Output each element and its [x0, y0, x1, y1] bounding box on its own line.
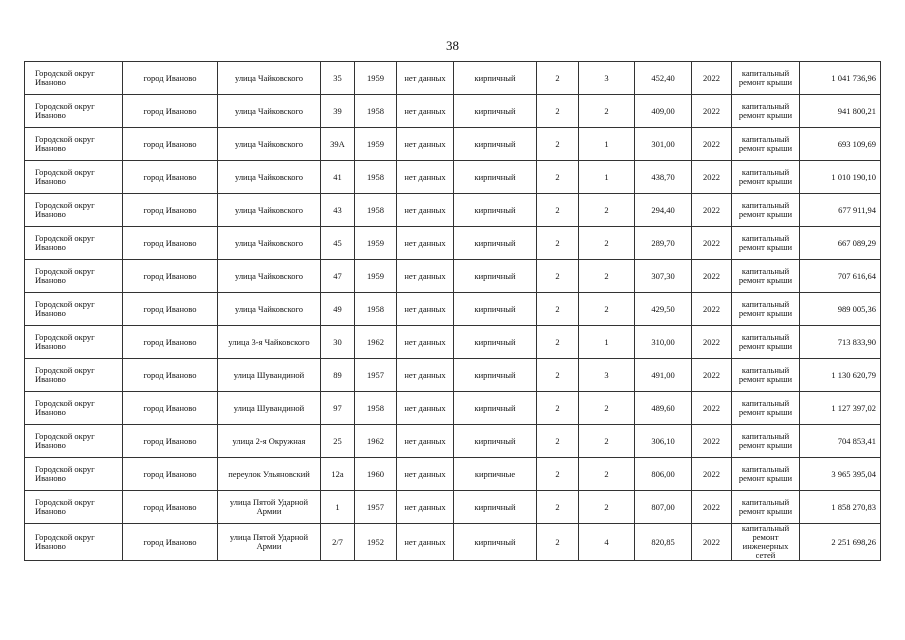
area-cell: 820,85: [635, 524, 692, 561]
wall-material-cell: кирпичный: [454, 62, 537, 95]
work-type-cell: капитальный ремонт крыши: [732, 260, 800, 293]
settlement-cell: город Иваново: [123, 194, 218, 227]
plan-year-cell: 2022: [692, 194, 732, 227]
wall-material-cell: кирпичный: [454, 425, 537, 458]
settlement-cell: город Иваново: [123, 491, 218, 524]
settlement-cell: город Иваново: [123, 227, 218, 260]
house-number-cell: 25: [321, 425, 355, 458]
floors-cell: 2: [537, 425, 579, 458]
area-cell: 301,00: [635, 128, 692, 161]
table-row: [25, 161, 881, 194]
work-type-cell: капитальный ремонт крыши: [732, 95, 800, 128]
work-type-cell: капитальный ремонт инженерных сетей: [732, 524, 800, 561]
plan-year-cell: 2022: [692, 128, 732, 161]
wall-material-cell: кирпичный: [454, 95, 537, 128]
work-type-cell: капитальный ремонт крыши: [732, 128, 800, 161]
house-number-cell: 39А: [321, 128, 355, 161]
data-cell: нет данных: [397, 128, 454, 161]
data-cell: нет данных: [397, 425, 454, 458]
year-built-cell: 1962: [355, 326, 397, 359]
floors-cell: 2: [537, 227, 579, 260]
entrances-cell: 4: [579, 524, 635, 561]
entrances-cell: 3: [579, 62, 635, 95]
entrances-cell: 2: [579, 227, 635, 260]
table-row: [25, 260, 881, 293]
area-cell: 452,40: [635, 62, 692, 95]
cost-cell: 1 858 270,83: [800, 491, 881, 524]
area-cell: 807,00: [635, 491, 692, 524]
plan-year-cell: 2022: [692, 359, 732, 392]
plan-year-cell: 2022: [692, 326, 732, 359]
table-row: [25, 491, 881, 524]
wall-material-cell: кирпичный: [454, 227, 537, 260]
floors-cell: 2: [537, 260, 579, 293]
floors-cell: 2: [537, 491, 579, 524]
municipality-cell: Городской округ Иваново: [25, 95, 123, 128]
data-cell: нет данных: [397, 491, 454, 524]
work-type-cell: капитальный ремонт крыши: [732, 392, 800, 425]
plan-year-cell: 2022: [692, 260, 732, 293]
settlement-cell: город Иваново: [123, 293, 218, 326]
settlement-cell: город Иваново: [123, 524, 218, 561]
area-cell: 409,00: [635, 95, 692, 128]
floors-cell: 2: [537, 326, 579, 359]
cost-cell: 1 010 190,10: [800, 161, 881, 194]
cost-cell: 941 800,21: [800, 95, 881, 128]
table-row: [25, 425, 881, 458]
cost-cell: 2 251 698,26: [800, 524, 881, 561]
municipality-cell: Городской округ Иваново: [25, 359, 123, 392]
work-type-cell: капитальный ремонт крыши: [732, 293, 800, 326]
wall-material-cell: кирпичный: [454, 359, 537, 392]
area-cell: 806,00: [635, 458, 692, 491]
municipality-cell: Городской округ Иваново: [25, 128, 123, 161]
year-built-cell: 1957: [355, 359, 397, 392]
page-number: 38: [446, 38, 459, 53]
plan-year-cell: 2022: [692, 524, 732, 561]
year-built-cell: 1959: [355, 227, 397, 260]
street-cell: улица Чайковского: [218, 62, 321, 95]
settlement-cell: город Иваново: [123, 359, 218, 392]
table-row: [25, 359, 881, 392]
settlement-cell: город Иваново: [123, 260, 218, 293]
settlement-cell: город Иваново: [123, 95, 218, 128]
floors-cell: 2: [537, 95, 579, 128]
data-cell: нет данных: [397, 458, 454, 491]
floors-cell: 2: [537, 359, 579, 392]
table-row: [25, 227, 881, 260]
street-cell: улица Чайковского: [218, 161, 321, 194]
municipality-cell: Городской округ Иваново: [25, 392, 123, 425]
work-type-cell: капитальный ремонт крыши: [732, 161, 800, 194]
housing-repair-table: [24, 61, 881, 561]
wall-material-cell: кирпичный: [454, 128, 537, 161]
floors-cell: 2: [537, 128, 579, 161]
plan-year-cell: 2022: [692, 62, 732, 95]
area-cell: 489,60: [635, 392, 692, 425]
year-built-cell: 1957: [355, 491, 397, 524]
table-row: [25, 62, 881, 95]
year-built-cell: 1958: [355, 392, 397, 425]
cost-cell: 693 109,69: [800, 128, 881, 161]
year-built-cell: 1952: [355, 524, 397, 561]
plan-year-cell: 2022: [692, 95, 732, 128]
entrances-cell: 2: [579, 425, 635, 458]
cost-cell: 677 911,94: [800, 194, 881, 227]
plan-year-cell: 2022: [692, 227, 732, 260]
year-built-cell: 1959: [355, 128, 397, 161]
house-number-cell: 39: [321, 95, 355, 128]
street-cell: улица Пятой Ударной Армии: [218, 491, 321, 524]
entrances-cell: 2: [579, 491, 635, 524]
street-cell: улица Чайковского: [218, 227, 321, 260]
house-number-cell: 2/7: [321, 524, 355, 561]
entrances-cell: 2: [579, 392, 635, 425]
work-type-cell: капитальный ремонт крыши: [732, 359, 800, 392]
wall-material-cell: кирпичный: [454, 293, 537, 326]
plan-year-cell: 2022: [692, 293, 732, 326]
floors-cell: 2: [537, 392, 579, 425]
entrances-cell: 1: [579, 161, 635, 194]
house-number-cell: 1: [321, 491, 355, 524]
area-cell: 438,70: [635, 161, 692, 194]
data-cell: нет данных: [397, 293, 454, 326]
plan-year-cell: 2022: [692, 161, 732, 194]
table-row: [25, 392, 881, 425]
house-number-cell: 41: [321, 161, 355, 194]
year-built-cell: 1958: [355, 161, 397, 194]
table-body: [25, 62, 881, 561]
house-number-cell: 30: [321, 326, 355, 359]
house-number-cell: 35: [321, 62, 355, 95]
entrances-cell: 2: [579, 95, 635, 128]
house-number-cell: 43: [321, 194, 355, 227]
work-type-cell: капитальный ремонт крыши: [732, 491, 800, 524]
data-cell: нет данных: [397, 359, 454, 392]
settlement-cell: город Иваново: [123, 326, 218, 359]
cost-cell: 989 005,36: [800, 293, 881, 326]
floors-cell: 2: [537, 524, 579, 561]
data-cell: нет данных: [397, 326, 454, 359]
wall-material-cell: кирпичный: [454, 491, 537, 524]
street-cell: улица Шувандиной: [218, 392, 321, 425]
municipality-cell: Городской округ Иваново: [25, 194, 123, 227]
house-number-cell: 97: [321, 392, 355, 425]
wall-material-cell: кирпичный: [454, 326, 537, 359]
area-cell: 294,40: [635, 194, 692, 227]
municipality-cell: Городской округ Иваново: [25, 227, 123, 260]
data-cell: нет данных: [397, 227, 454, 260]
floors-cell: 2: [537, 161, 579, 194]
settlement-cell: город Иваново: [123, 128, 218, 161]
wall-material-cell: кирпичный: [454, 392, 537, 425]
house-number-cell: 45: [321, 227, 355, 260]
street-cell: улица Чайковского: [218, 194, 321, 227]
table-row: [25, 458, 881, 491]
municipality-cell: Городской округ Иваново: [25, 260, 123, 293]
house-number-cell: 49: [321, 293, 355, 326]
entrances-cell: 2: [579, 260, 635, 293]
year-built-cell: 1958: [355, 194, 397, 227]
wall-material-cell: кирпичные: [454, 458, 537, 491]
work-type-cell: капитальный ремонт крыши: [732, 194, 800, 227]
municipality-cell: Городской округ Иваново: [25, 458, 123, 491]
table-row: [25, 524, 881, 561]
work-type-cell: капитальный ремонт крыши: [732, 425, 800, 458]
municipality-cell: Городской округ Иваново: [25, 62, 123, 95]
municipality-cell: Городской округ Иваново: [25, 491, 123, 524]
table-row: [25, 326, 881, 359]
house-number-cell: 47: [321, 260, 355, 293]
settlement-cell: город Иваново: [123, 458, 218, 491]
cost-cell: 1 127 397,02: [800, 392, 881, 425]
floors-cell: 2: [537, 293, 579, 326]
table-row: [25, 128, 881, 161]
street-cell: улица 3-я Чайковского: [218, 326, 321, 359]
wall-material-cell: кирпичный: [454, 524, 537, 561]
work-type-cell: капитальный ремонт крыши: [732, 62, 800, 95]
year-built-cell: 1959: [355, 62, 397, 95]
cost-cell: 3 965 395,04: [800, 458, 881, 491]
cost-cell: 713 833,90: [800, 326, 881, 359]
street-cell: улица Шувандиной: [218, 359, 321, 392]
street-cell: улица Чайковского: [218, 128, 321, 161]
data-cell: нет данных: [397, 260, 454, 293]
year-built-cell: 1958: [355, 293, 397, 326]
settlement-cell: город Иваново: [123, 161, 218, 194]
work-type-cell: капитальный ремонт крыши: [732, 458, 800, 491]
street-cell: улица Пятой Ударной Армии: [218, 524, 321, 561]
area-cell: 429,50: [635, 293, 692, 326]
street-cell: улица Чайковского: [218, 260, 321, 293]
wall-material-cell: кирпичный: [454, 260, 537, 293]
street-cell: улица Чайковского: [218, 95, 321, 128]
floors-cell: 2: [537, 458, 579, 491]
municipality-cell: Городской округ Иваново: [25, 326, 123, 359]
municipality-cell: Городской округ Иваново: [25, 293, 123, 326]
area-cell: 307,30: [635, 260, 692, 293]
entrances-cell: 3: [579, 359, 635, 392]
data-cell: нет данных: [397, 161, 454, 194]
cost-cell: 667 089,29: [800, 227, 881, 260]
wall-material-cell: кирпичный: [454, 194, 537, 227]
data-cell: нет данных: [397, 95, 454, 128]
floors-cell: 2: [537, 62, 579, 95]
street-cell: улица Чайковского: [218, 293, 321, 326]
year-built-cell: 1960: [355, 458, 397, 491]
plan-year-cell: 2022: [692, 425, 732, 458]
year-built-cell: 1962: [355, 425, 397, 458]
table-row: [25, 95, 881, 128]
cost-cell: 707 616,64: [800, 260, 881, 293]
cost-cell: 1 130 620,79: [800, 359, 881, 392]
street-cell: переулок Ульяновский: [218, 458, 321, 491]
municipality-cell: Городской округ Иваново: [25, 524, 123, 561]
wall-material-cell: кирпичный: [454, 161, 537, 194]
plan-year-cell: 2022: [692, 392, 732, 425]
municipality-cell: Городской округ Иваново: [25, 425, 123, 458]
entrances-cell: 1: [579, 326, 635, 359]
data-cell: нет данных: [397, 392, 454, 425]
table-row: [25, 194, 881, 227]
entrances-cell: 2: [579, 293, 635, 326]
settlement-cell: город Иваново: [123, 392, 218, 425]
data-cell: нет данных: [397, 524, 454, 561]
settlement-cell: город Иваново: [123, 425, 218, 458]
data-cell: нет данных: [397, 62, 454, 95]
cost-cell: 704 853,41: [800, 425, 881, 458]
house-number-cell: 89: [321, 359, 355, 392]
cost-cell: 1 041 736,96: [800, 62, 881, 95]
entrances-cell: 1: [579, 128, 635, 161]
work-type-cell: капитальный ремонт крыши: [732, 227, 800, 260]
year-built-cell: 1958: [355, 95, 397, 128]
street-cell: улица 2-я Окружная: [218, 425, 321, 458]
plan-year-cell: 2022: [692, 491, 732, 524]
settlement-cell: город Иваново: [123, 62, 218, 95]
entrances-cell: 2: [579, 194, 635, 227]
entrances-cell: 2: [579, 458, 635, 491]
municipality-cell: Городской округ Иваново: [25, 161, 123, 194]
data-cell: нет данных: [397, 194, 454, 227]
work-type-cell: капитальный ремонт крыши: [732, 326, 800, 359]
floors-cell: 2: [537, 194, 579, 227]
year-built-cell: 1959: [355, 260, 397, 293]
area-cell: 491,00: [635, 359, 692, 392]
area-cell: 310,00: [635, 326, 692, 359]
house-number-cell: 12а: [321, 458, 355, 491]
table-row: [25, 293, 881, 326]
area-cell: 289,70: [635, 227, 692, 260]
area-cell: 306,10: [635, 425, 692, 458]
plan-year-cell: 2022: [692, 458, 732, 491]
